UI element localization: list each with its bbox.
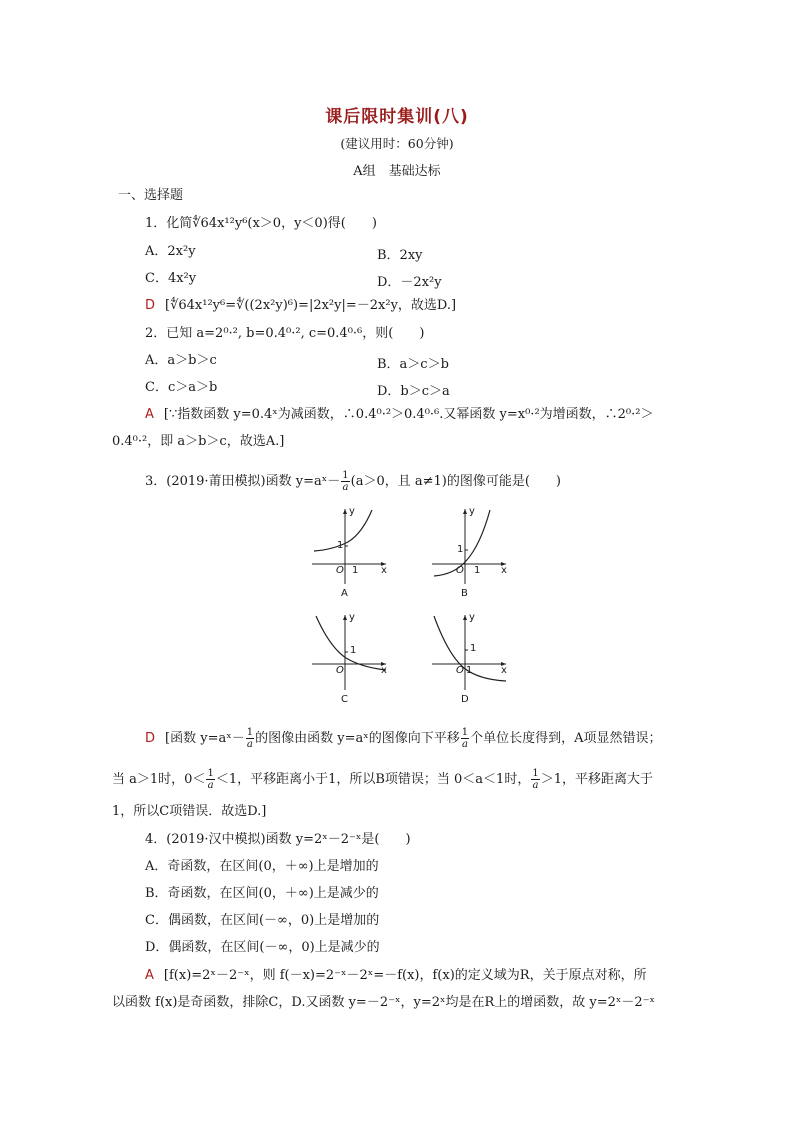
q1-explanation-text: [∜64x¹²y⁶=∜((2x²y)⁶)=|2x²y|=－2x²y，故选D.] [165, 298, 457, 313]
q3-exp2-a: 当 a＞1时，0＜ [112, 772, 206, 787]
tick-one-y: 1 [350, 645, 357, 656]
frac-num: 1 [532, 768, 539, 779]
q4-explanation-line1 [145, 968, 647, 984]
q3-exp-fraction2 [461, 727, 469, 750]
q3-exp-fraction4 [531, 768, 539, 791]
q1-stem: 1．化简∜64x¹²y⁶(x＞0，y＜0)得( ) [145, 216, 377, 231]
q3-exp2-b: ＜1，平移距离小于1，所以B项错误；当 0＜a＜1时， [215, 772, 531, 787]
q2-option-a: A．a＞b＞c [145, 353, 217, 368]
q2-explanation-line1 [145, 407, 653, 423]
origin-label: O [336, 665, 344, 676]
graph-a-label: A [341, 588, 348, 599]
q4-explanation-line2: 以函数 f(x)是奇函数，排除C，D.又函数 y=－2⁻ˣ，y=2ˣ均是在R上的增函数，故 y=2ˣ－2⁻ˣ [112, 995, 656, 1010]
q1-option-c: C．4x²y [145, 271, 197, 286]
frac-den: a [461, 739, 468, 750]
tick-one-y: 1 [337, 540, 344, 551]
axis-y-label: y [469, 506, 475, 517]
section-heading: 一、选择题 [118, 188, 184, 203]
axis-y-label: y [349, 612, 355, 623]
graph-c-label: C [341, 694, 348, 705]
tick-one-x: 1 [352, 565, 359, 576]
q3-exp1-a: [函数 y=aˣ－ [165, 731, 245, 746]
q1-option-b: B．2xy [377, 248, 423, 263]
axis-y-label: y [469, 612, 475, 623]
q3-explanation-line1 [145, 727, 662, 750]
q4-option-b: B．奇函数，在区间(0，＋∞)上是减少的 [145, 886, 379, 901]
axis-x-label: x [501, 565, 507, 576]
origin-label: O [456, 565, 464, 576]
tick-one-y: 1 [470, 643, 477, 654]
q2-stem: 2．已知 a=2⁰·², b=0.4⁰·², c=0.4⁰·⁶，则( ) [145, 326, 425, 341]
graph-b-label: B [461, 588, 468, 599]
graph-c [310, 612, 390, 707]
frac-num: 1 [461, 727, 469, 738]
axis-x-label: x [381, 665, 387, 676]
q1-explanation [145, 298, 456, 314]
q3-answer: D [145, 731, 156, 746]
tick-one-x: 1 [474, 565, 481, 576]
tick-one-y: 1 [457, 544, 464, 555]
page-title: 课后限时集训(八) [325, 107, 469, 127]
q3-explanation-line3: 1，所以C项错误．故选D.] [112, 804, 267, 819]
axis-y-label: y [349, 506, 355, 517]
q2-explanation-text1: [∵指数函数 y=0.4ˣ为减函数，∴0.4⁰·²＞0.4⁰·⁶.又幂函数 y=x⁰·²为增函数，∴2⁰·²＞ [163, 407, 654, 422]
q2-explanation-line2: 0.4⁰·²，即 a＞b＞c，故选A.] [112, 434, 285, 449]
axis-x-label: x [501, 665, 507, 676]
frac-num: 1 [207, 768, 214, 779]
q3-exp-fraction3 [206, 768, 214, 791]
axis-x-label: x [381, 565, 387, 576]
q4-explanation-text1: [f(x)=2ˣ－2⁻ˣ，则 f(－x)=2⁻ˣ－2ˣ=－f(x)，f(x)的定义域为R，关于原点对称，所 [163, 968, 647, 983]
graph-d [430, 612, 510, 707]
group-heading: A组 基础达标 [353, 164, 441, 179]
q2-option-d: D．b＞c＞a [377, 384, 450, 399]
q4-answer: A [145, 968, 154, 983]
q3-exp2-c: ＞1，平移距离大于 [540, 772, 653, 787]
q2-answer: A [145, 407, 154, 422]
origin-label: O [336, 565, 344, 576]
q3-explanation-line2 [112, 768, 653, 791]
frac-den: a [207, 780, 214, 791]
origin-label: O [456, 665, 464, 676]
q3-stem-b: (a＞0，且 a≠1)的图像可能是( ) [350, 474, 561, 489]
q3-exp1-b: 的图像由函数 y=aˣ的图像向下平移 [255, 731, 460, 746]
q3-stem-a: 3．(2019·莆田模拟)函数 y=aˣ－ [145, 474, 341, 489]
q4-stem: 4．(2019·汉中模拟)函数 y=2ˣ－2⁻ˣ是( ) [145, 832, 411, 847]
frac-den: a [342, 482, 349, 493]
graph-a [310, 506, 390, 601]
graph-b [430, 506, 510, 601]
q3-fraction [341, 470, 349, 493]
frac-den: a [246, 739, 253, 750]
frac-den: a [532, 780, 539, 791]
frac-num: 1 [246, 727, 254, 738]
q4-option-a: A．奇函数，在区间(0，＋∞)上是增加的 [145, 859, 379, 874]
frac-num: 1 [342, 470, 349, 481]
q3-exp1-c: 个单位长度得到，A项显然错误； [470, 731, 662, 746]
time-note: (建议用时：60分钟) [340, 136, 454, 151]
q4-option-d: D．偶函数，在区间(－∞，0)上是减少的 [145, 940, 380, 955]
tick-one-x: 1 [466, 665, 473, 676]
q2-option-c: C．c＞a＞b [145, 380, 218, 395]
q1-answer: D [145, 298, 156, 313]
q3-stem [145, 470, 561, 493]
q4-option-c: C．偶函数，在区间(－∞，0)上是增加的 [145, 913, 380, 928]
q1-option-a: A．2x²y [145, 244, 196, 259]
q3-exp-fraction1 [246, 727, 254, 750]
q2-option-b: B．a＞c＞b [377, 357, 449, 372]
q1-option-d: D．－2x²y [377, 275, 442, 290]
graph-d-label: D [461, 694, 469, 705]
